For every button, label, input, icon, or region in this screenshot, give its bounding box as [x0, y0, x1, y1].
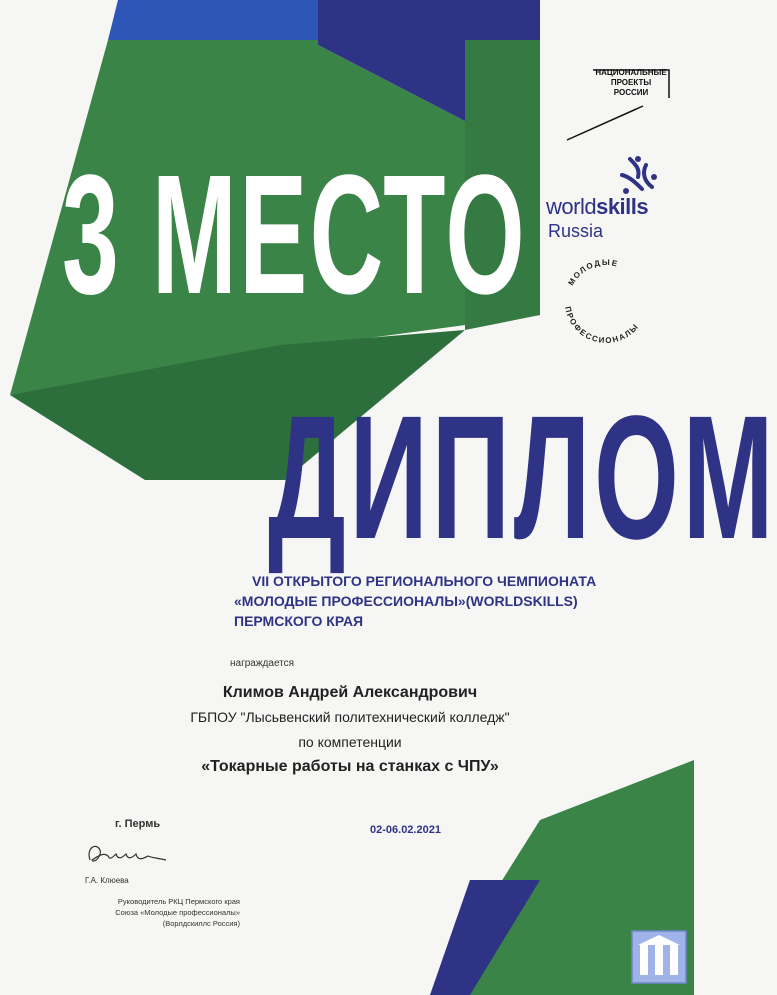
worldskills-wordmark [546, 196, 648, 218]
national-projects-text [595, 68, 667, 98]
svg-text:МОЛОДЫЕ [566, 258, 619, 287]
corner-emblem-icon [630, 929, 688, 985]
signer-name: Г.А. Клюева [85, 876, 129, 885]
event-date: 02-06.02.2021 [370, 824, 441, 836]
championship-line-3: ПЕРМСКОГО КРАЯ [234, 613, 364, 629]
diploma-heading: ДИПЛОМ [268, 380, 777, 576]
worldskills-flame-icon [618, 155, 662, 197]
championship-line-1: VII ОТКРЫТОГО РЕГИОНАЛЬНОГО ЧЕМПИОНАТА [252, 573, 597, 589]
signer-position-line-3: (Ворлдскиллс Россия) [162, 919, 240, 928]
place-heading: 3 МЕСТО [62, 140, 528, 330]
signer-position-line-1: Руководитель РКЦ Пермского края [117, 897, 240, 906]
national-projects-logo [563, 68, 673, 144]
badge-bottom-text: ПРОФЕССИОНАЛЫ [563, 305, 641, 346]
svg-text:ПРОФЕССИОНАЛЫ [563, 306, 641, 345]
worldskills-word-light: world [546, 194, 597, 219]
college-name: ГБПОУ "Лысьвенский политехнический колледж" [190, 709, 510, 725]
np-line-3: РОССИИ [613, 88, 649, 97]
np-line-2: ПРОЕКТЫ [610, 78, 652, 87]
championship-title [234, 571, 654, 631]
worldskills-country: Russia [548, 221, 604, 241]
winner-name: Климов Андрей Александрович [222, 684, 478, 701]
np-line-1: НАЦИОНАЛЬНЫЕ [595, 68, 667, 77]
city: г. Пермь [115, 818, 161, 830]
championship-line-2: «МОЛОДЫЕ ПРОФЕССИОНАЛЫ»(WORLDSKILLS) [234, 593, 578, 609]
worldskills-word-bold: skills [596, 194, 649, 219]
young-professionals-badge [557, 253, 655, 351]
signer-position-line-2: Союза «Молодые профессионалы» [115, 908, 240, 917]
competence-label: по компетенции [298, 734, 402, 750]
signer-position [50, 896, 240, 929]
signature-icon [82, 838, 177, 874]
competence-name: «Токарные работы на станках с ЧПУ» [201, 758, 499, 775]
badge-top-text: МОЛОДЫЕ [566, 257, 620, 288]
awarded-label: награждается [230, 658, 295, 669]
